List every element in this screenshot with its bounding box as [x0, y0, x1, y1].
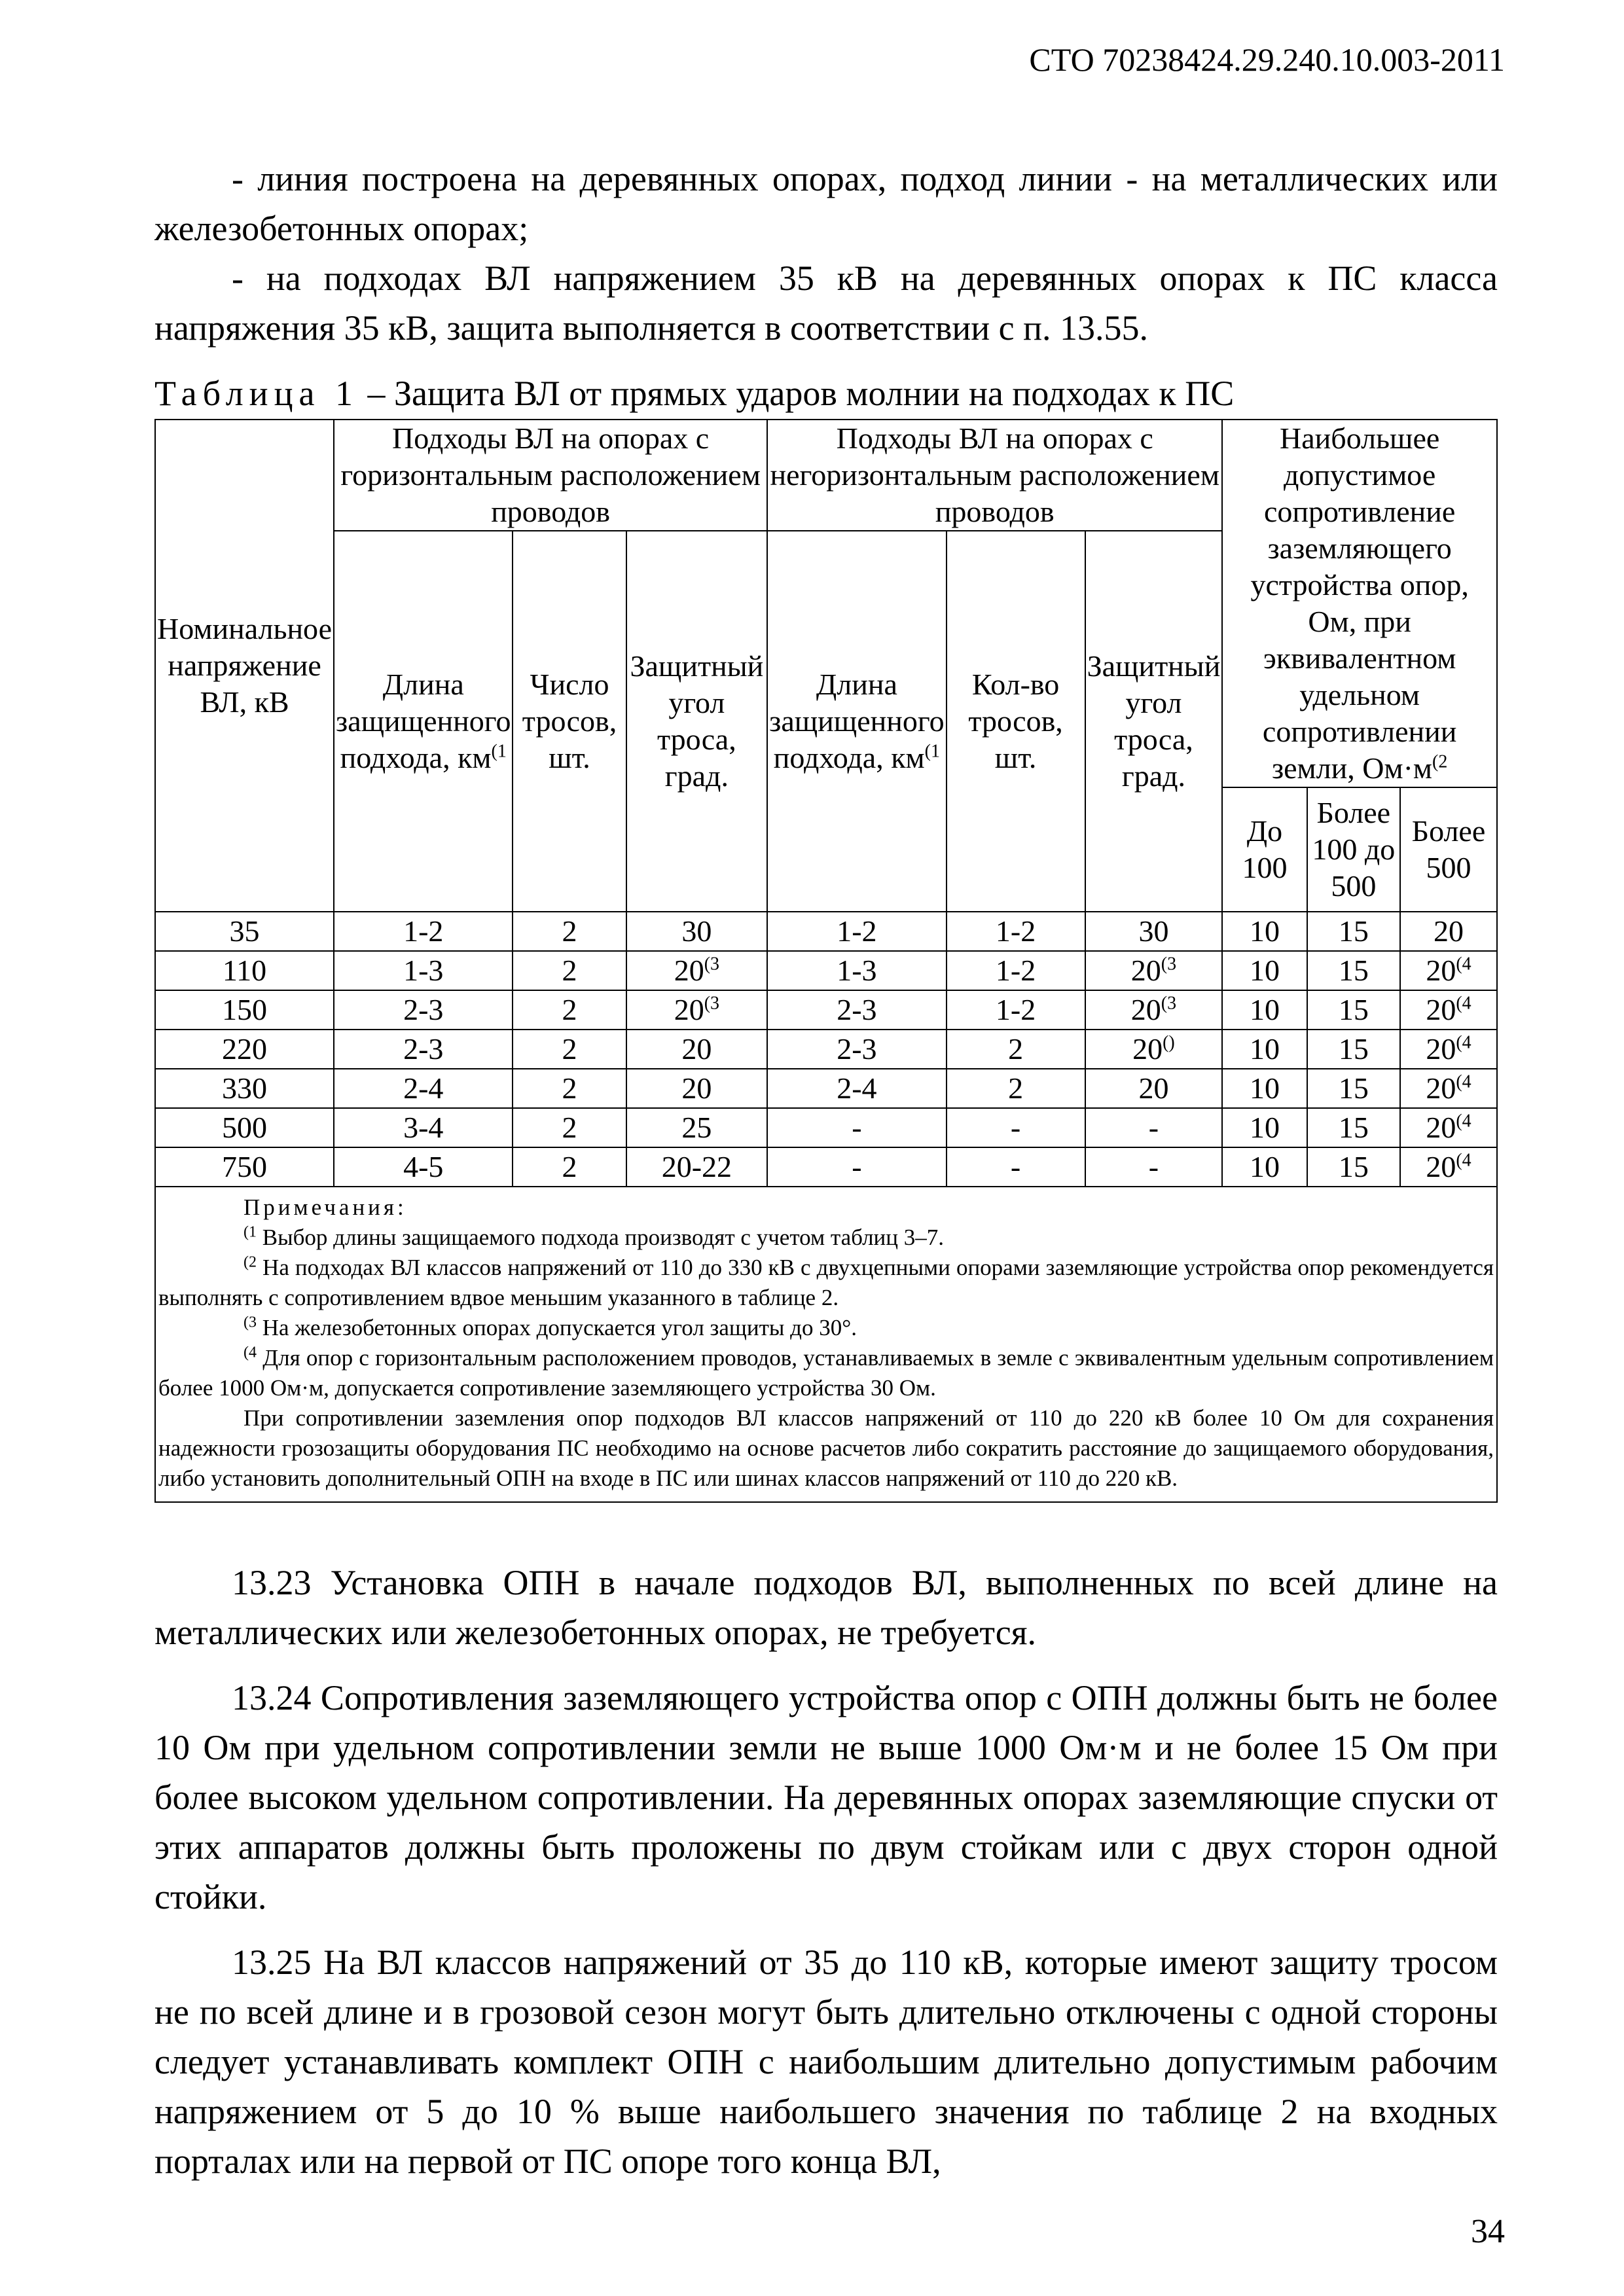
body-text	[154, 1558, 1498, 2202]
paragraph: 13.24 Сопротивления заземляющего устройства опор с ОПН должны быть не более 10 Ом при удельном сопротивлении земли не выше 1000 Ом·м и не более 15 Ом при более высоком удельном сопротивлении. На деревянных опорах заземляющие спуски от этих аппаратов должны быть проложены по двум стойкам или с двух сторон одной стойки.	[154, 1678, 1498, 1916]
header-length-nonhorizontal	[767, 531, 946, 912]
cell-value: 20	[674, 993, 704, 1026]
paragraph: 13.25 На ВЛ классов напряжений от 35 до 110 кВ, которые имеют защиту тросом не по всей длине и в грозовой сезон могут быть длительно отключены с одной стороны следует устанавливать комплект ОПН с наибольшим длительно допустимым рабочим напряжением от 5 до 10 % выше наибольшего значения по таблице 2 на входных порталах или на первой от ПС опоре того конца ВЛ,	[154, 1943, 1498, 2181]
cell-value: 2	[562, 1071, 577, 1105]
table-cell	[1222, 912, 1307, 951]
header-length-horizontal	[334, 531, 513, 912]
cell-value: 2-3	[837, 1032, 877, 1066]
footnote-mark: (1	[924, 741, 940, 762]
cell-value: 2-3	[403, 993, 444, 1026]
table-cell	[767, 951, 946, 990]
cell-value: 2-4	[403, 1071, 444, 1105]
table-cell	[513, 1030, 626, 1069]
cell-value: 1-2	[403, 914, 444, 948]
paragraph: 13.23 Установка ОПН в начале подходов ВЛ, выполненных по всей длине на металлических или железобетонных опорах, не требуется.	[154, 1563, 1498, 1652]
cell-value: 35	[229, 914, 260, 948]
cell-value: 20	[674, 954, 704, 987]
table-cell	[1085, 1030, 1223, 1069]
cell-value: 750	[222, 1150, 268, 1183]
cell-value: 15	[1338, 1111, 1369, 1144]
header-resistance-text: Наибольшее допустимое сопротивление заземляющего устройства опор, Ом, при эквивалентном удельном сопротивлении земли, Ом·м	[1250, 422, 1469, 785]
table-cell	[626, 912, 768, 951]
header-cables-qty: Кол-во тросов, шт.	[947, 531, 1085, 912]
table-cell	[334, 990, 513, 1030]
cell-value: 20-22	[661, 1150, 732, 1183]
table-cell	[1085, 1069, 1223, 1108]
notes-row	[155, 1187, 1497, 1502]
table-cell	[1222, 1030, 1307, 1069]
cell-value: 150	[222, 993, 268, 1026]
page-number: 34	[1471, 2213, 1505, 2250]
cell-value: 3-4	[403, 1111, 444, 1144]
footnote-mark: (4	[1456, 993, 1471, 1014]
table-cell	[155, 912, 334, 951]
cell-value: 2-4	[837, 1071, 877, 1105]
cell-value: -	[1010, 1150, 1021, 1183]
table-cell	[334, 1030, 513, 1069]
table-row	[155, 1108, 1497, 1147]
table-cell	[767, 1030, 946, 1069]
table-cell	[626, 1147, 768, 1187]
cell-value: 10	[1249, 1071, 1280, 1105]
table-cell	[1222, 951, 1307, 990]
table-cell	[513, 912, 626, 951]
note-1	[158, 1223, 1494, 1253]
footnote-mark: (1	[491, 741, 507, 762]
cell-value: 15	[1338, 954, 1369, 987]
cell-value: 20	[681, 1032, 712, 1066]
table-cell	[1400, 1030, 1497, 1069]
table-cell	[626, 990, 768, 1030]
cell-value: 15	[1338, 1150, 1369, 1183]
table-cell	[1307, 1069, 1400, 1108]
table-cell	[1307, 1108, 1400, 1147]
intro-item: - на подходах ВЛ напряжением 35 кВ на деревянных опорах к ПС класса напряжения 35 кВ, защита выполняется в соответствии с п. 13.55.	[154, 259, 1498, 348]
table-cell	[767, 1108, 946, 1147]
cell-value: 25	[681, 1111, 712, 1144]
cell-value: -	[852, 1150, 862, 1183]
header-group-horizontal: Подходы ВЛ на опорах с горизонтальным расположением проводов	[334, 420, 767, 531]
footnote-mark: (1	[244, 1223, 257, 1241]
table-cell	[1222, 1069, 1307, 1108]
cell-value: 4-5	[403, 1150, 444, 1183]
table-cell	[947, 990, 1085, 1030]
table-cell	[155, 990, 334, 1030]
table-cell	[1307, 990, 1400, 1030]
cell-value: 15	[1338, 1071, 1369, 1105]
table-cell	[1085, 990, 1223, 1030]
cell-value: 10	[1249, 993, 1280, 1026]
cell-value: 10	[1249, 1111, 1280, 1144]
table-cell	[513, 990, 626, 1030]
table-cell	[767, 1069, 946, 1108]
note-text: На железобетонных опорах допускается угол защиты до 30°.	[257, 1315, 857, 1340]
footnote-mark: (4	[1456, 1111, 1471, 1132]
table-notes	[155, 1187, 1497, 1502]
cell-value: 2-3	[403, 1032, 444, 1066]
table-caption	[154, 373, 1234, 414]
note-3	[158, 1313, 1494, 1343]
footnote-mark: (4	[1456, 1032, 1471, 1053]
footnote-mark: (3	[244, 1314, 257, 1331]
table-cell	[334, 1108, 513, 1147]
cell-value: 15	[1338, 993, 1369, 1026]
note-text: Для опор с горизонтальным расположением проводов, устанавливаемых в земле с эквивалентным удельным сопротивлением более 1000 Ом·м, допускается сопротивление заземляющего устройства 30 Ом.	[158, 1345, 1494, 1401]
note-2	[158, 1253, 1494, 1313]
cell-value: 1-2	[837, 914, 877, 948]
table-row	[155, 990, 1497, 1030]
table-cell	[1400, 912, 1497, 951]
header-r-high: Более 500	[1400, 787, 1497, 912]
table-cell	[1400, 1108, 1497, 1147]
table-cell	[155, 1108, 334, 1147]
cell-value: 30	[681, 914, 712, 948]
cell-value: 20	[1426, 954, 1456, 987]
table-caption-label: Таблица 1	[154, 374, 359, 413]
table-cell	[334, 1069, 513, 1108]
table-cell	[947, 912, 1085, 951]
table-row	[155, 912, 1497, 951]
header-group-nonhorizontal: Подходы ВЛ на опорах с негоризонтальным расположением проводов	[767, 420, 1222, 531]
table-cell	[626, 1069, 768, 1108]
table-cell	[1400, 1069, 1497, 1108]
cell-value: 1-2	[995, 914, 1036, 948]
table-cell	[767, 990, 946, 1030]
cell-value: 110	[222, 954, 267, 987]
header-voltage: Номинальное напряжение ВЛ, кВ	[155, 420, 334, 912]
header-resistance	[1222, 420, 1497, 787]
cell-value: 20	[1426, 1150, 1456, 1183]
cell-value: 1-3	[403, 954, 444, 987]
cell-value: 2	[562, 954, 577, 987]
table-cell	[947, 1069, 1085, 1108]
table-cell	[947, 951, 1085, 990]
footnote-mark: (2	[244, 1253, 257, 1271]
header-angle-nonhorizontal: Защитный угол троса, град.	[1085, 531, 1223, 912]
cell-value: -	[1010, 1111, 1021, 1144]
table-cell	[947, 1030, 1085, 1069]
table-cell	[155, 1030, 334, 1069]
note-4	[158, 1343, 1494, 1403]
note-text: На подходах ВЛ классов напряжений от 110 до 330 кВ с двухцепными опорами заземляющие устройства опор рекомендуется выполнять с сопротивлением вдвое меньшим указанного в таблице 2.	[158, 1255, 1494, 1310]
table-cell	[1085, 912, 1223, 951]
cell-value: 1-2	[995, 954, 1036, 987]
cell-value: -	[1148, 1111, 1159, 1144]
header-r-low: До 100	[1222, 787, 1307, 912]
table-row	[155, 951, 1497, 990]
table-cell	[155, 951, 334, 990]
table-cell	[513, 951, 626, 990]
table-cell	[513, 1147, 626, 1187]
table-cell	[947, 1147, 1085, 1187]
cell-value: 330	[222, 1071, 268, 1105]
cell-value: 20	[681, 1071, 712, 1105]
cell-value: 2	[562, 1150, 577, 1183]
cell-value: 2	[562, 993, 577, 1026]
cell-value: 2-3	[837, 993, 877, 1026]
table-cell	[1307, 912, 1400, 951]
cell-value: 15	[1338, 914, 1369, 948]
table-cell	[334, 1147, 513, 1187]
lightning-protection-table	[154, 419, 1498, 1503]
table-cell	[1222, 990, 1307, 1030]
cell-value: 2	[1008, 1032, 1024, 1066]
table-cell	[626, 1108, 768, 1147]
notes-title: Примечания:	[244, 1194, 407, 1220]
table-caption-text: – Защита ВЛ от прямых ударов молнии на подходах к ПС	[358, 374, 1235, 413]
table-cell	[767, 912, 946, 951]
cell-value: 2	[562, 1032, 577, 1066]
cell-value: 10	[1249, 1150, 1280, 1183]
table-cell	[155, 1147, 334, 1187]
table-cell	[1085, 1108, 1223, 1147]
table-cell	[513, 1108, 626, 1147]
cell-value: 20	[1426, 1032, 1456, 1066]
footnote-mark: (3	[704, 954, 720, 975]
header-r-mid: Более 100 до 500	[1307, 787, 1400, 912]
table-cell	[1307, 1147, 1400, 1187]
table-cell	[1222, 1108, 1307, 1147]
cell-value: 15	[1338, 1032, 1369, 1066]
footnote-mark: (4	[1456, 1071, 1471, 1092]
cell-value: 1-3	[837, 954, 877, 987]
table-cell	[1085, 951, 1223, 990]
cell-value: 20	[1433, 914, 1464, 948]
cell-value: 20	[1426, 1111, 1456, 1144]
table-cell	[626, 951, 768, 990]
cell-value: 20	[1130, 993, 1161, 1026]
table-cell	[155, 1069, 334, 1108]
intro-list	[154, 154, 1498, 353]
table-cell	[767, 1147, 946, 1187]
header-row	[155, 420, 1497, 531]
table-cell	[1307, 951, 1400, 990]
table-row	[155, 1069, 1497, 1108]
table-cell	[1085, 1147, 1223, 1187]
cell-value: 10	[1249, 1032, 1280, 1066]
cell-value: 2	[562, 1111, 577, 1144]
footnote-mark: (3	[704, 993, 720, 1014]
cell-value: 30	[1138, 914, 1169, 948]
table-cell	[1307, 1030, 1400, 1069]
cell-value: -	[1148, 1150, 1159, 1183]
footnote-mark: (4	[244, 1344, 257, 1361]
table-cell	[1400, 990, 1497, 1030]
footnote-mark: (4	[1456, 954, 1471, 975]
table-cell	[626, 1030, 768, 1069]
table-row	[155, 1147, 1497, 1187]
cell-value: 220	[222, 1032, 268, 1066]
header-cables-count: Число тросов, шт.	[513, 531, 626, 912]
cell-value: 20	[1130, 954, 1161, 987]
cell-value: 2	[562, 914, 577, 948]
table-row	[155, 1030, 1497, 1069]
table-cell	[513, 1069, 626, 1108]
cell-value: 10	[1249, 954, 1280, 987]
footnote-mark: (3	[1161, 993, 1177, 1014]
table-cell	[1222, 1147, 1307, 1187]
table-cell	[1400, 1147, 1497, 1187]
footnote-mark: (3	[1161, 954, 1177, 975]
table-cell	[334, 912, 513, 951]
table-cell	[1400, 951, 1497, 990]
note-text: Выбор длины защищаемого подхода производят с учетом таблиц 3–7.	[257, 1225, 945, 1250]
cell-value: -	[852, 1111, 862, 1144]
document-code: СТО 70238424.29.240.10.003-2011	[1029, 41, 1505, 78]
cell-value: 2	[1008, 1071, 1024, 1105]
note-5: При сопротивлении заземления опор подходов ВЛ классов напряжений от 110 до 220 кВ более 10 Ом для сохранения надежности грозозащиты оборудования ПС необходимо на основе расчетов либо сократить расстояние до защищаемого оборудования, либо установить дополнительный ОПН на входе в ПС или шинах классов напряжений от 110 до 220 кВ.	[158, 1405, 1494, 1491]
header-length-text: Длина защищенного подхода, км	[336, 668, 511, 774]
footnote-mark: (4	[1456, 1150, 1471, 1171]
table-cell	[947, 1108, 1085, 1147]
cell-value: 20	[1138, 1071, 1169, 1105]
cell-value: 1-2	[995, 993, 1036, 1026]
table-body	[155, 912, 1497, 1187]
cell-value: 500	[222, 1111, 268, 1144]
cell-value: 20	[1426, 1071, 1456, 1105]
cell-value: 20	[1132, 1032, 1163, 1066]
footnote-mark: (2	[1432, 751, 1448, 772]
header-length-text: Длина защищенного подхода, км	[769, 668, 945, 774]
cell-value: 10	[1249, 914, 1280, 948]
table-cell	[334, 951, 513, 990]
footnote-mark: ()	[1163, 1032, 1175, 1053]
header-angle-horizontal: Защитный угол троса, град.	[626, 531, 768, 912]
cell-value: 20	[1426, 993, 1456, 1026]
intro-item: - линия построена на деревянных опорах, подход линии - на металлических или железобетонных опорах;	[154, 159, 1498, 248]
